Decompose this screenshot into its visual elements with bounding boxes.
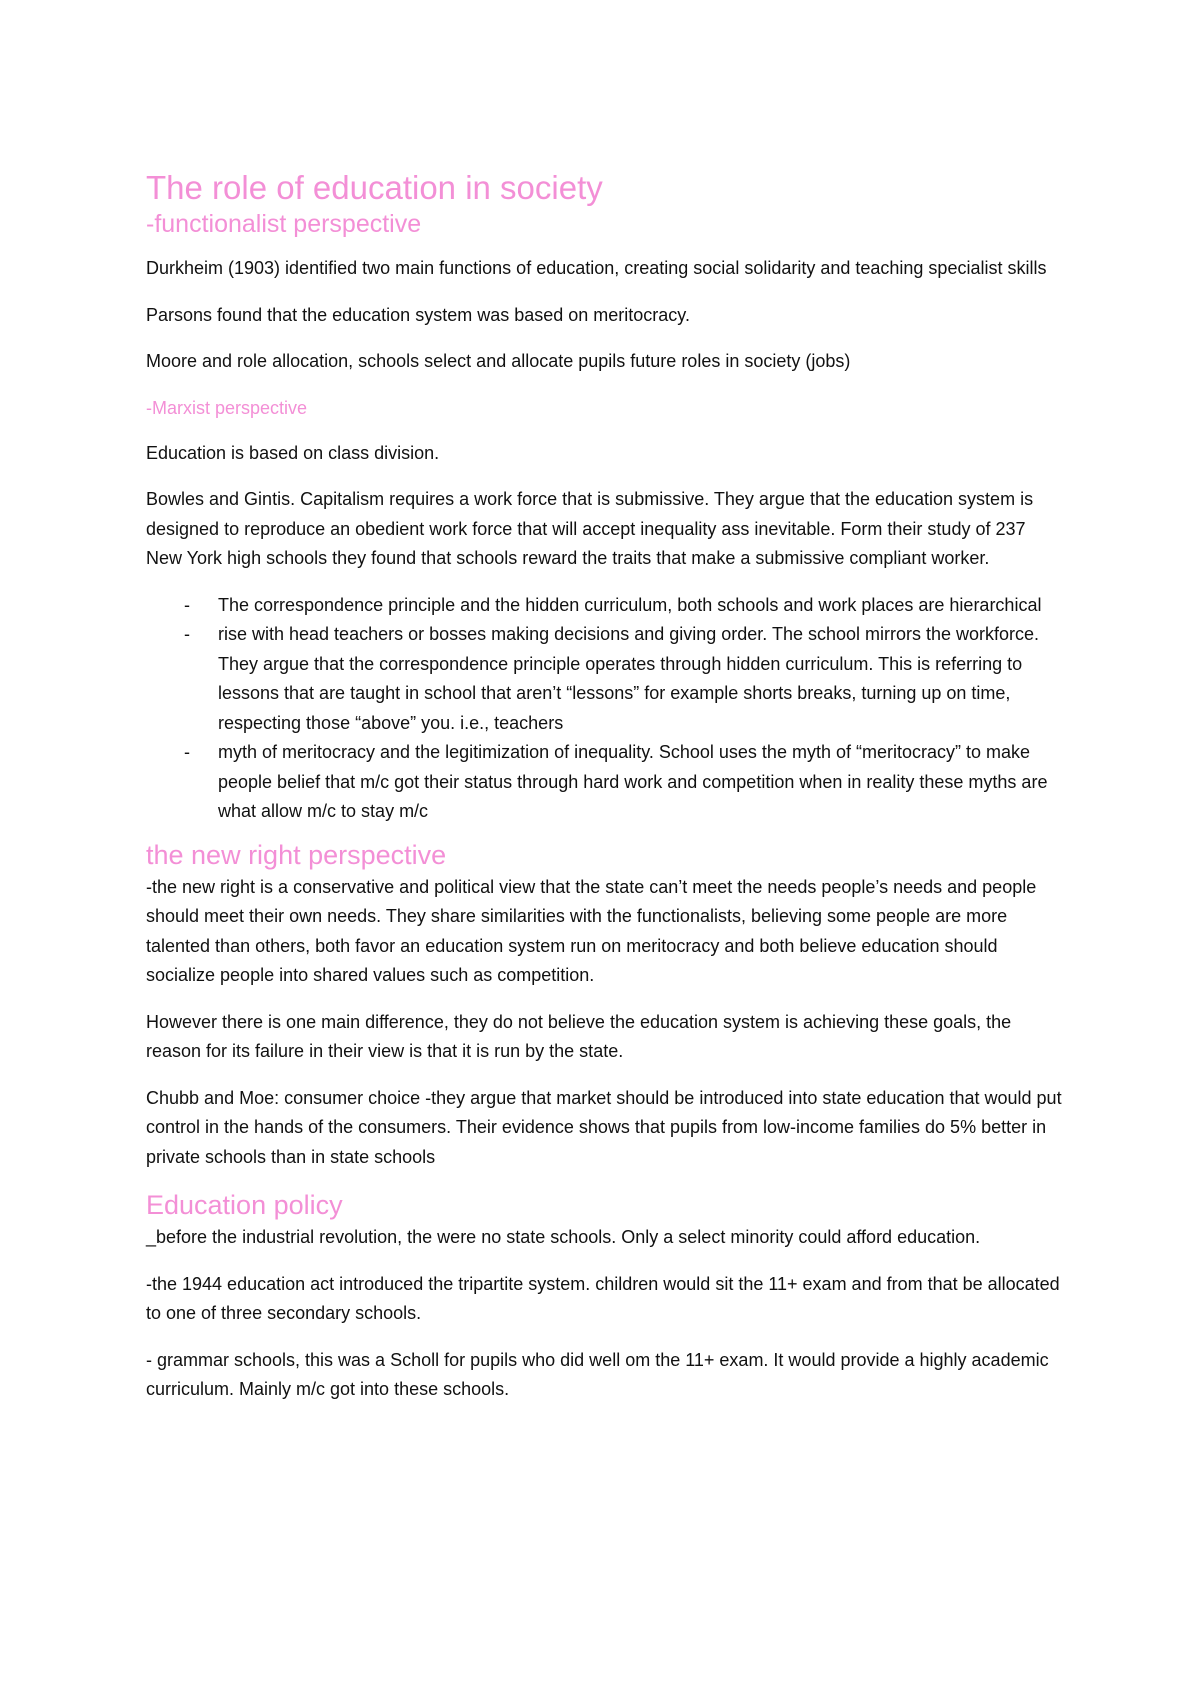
list-item: [146, 620, 1066, 738]
list-item-text: myth of meritocracy and the legitimization of inequality. School uses the myth of “meritocracy” to make people belief that m/c got their status through hard work and competition when in reality these myths are what allow m/c to stay m/c: [218, 742, 1048, 821]
list-item-text: The correspondence principle and the hidden curriculum, both schools and work places are hierarchical: [218, 594, 1042, 615]
list-item: [146, 591, 1066, 621]
paragraph-durkheim: Durkheim (1903) identified two main functions of education, creating social solidarity and teaching specialist skills: [146, 258, 1047, 278]
paragraph-class-division: Education is based on class division.: [146, 442, 440, 463]
bullet-marker: -: [184, 594, 190, 615]
paragraph-moore: Moore and role allocation, schools select and allocate pupils future roles in society (jobs): [146, 351, 851, 371]
section-heading-new-right: the new right perspective: [146, 839, 447, 870]
paragraph-parsons: Parsons found that the education system was based on meritocracy.: [146, 304, 690, 325]
paragraph-1944-act: -the 1944 education act introduced the tripartite system. children would sit the 11+ exam and from that be allocated to one of three secondary schools.: [146, 1273, 1060, 1323]
paragraph-new-right-difference: However there is one main difference, they do not believe the education system is achieving these goals, the reason for its failure in their view is that it is run by the state.: [146, 1011, 1012, 1061]
section-heading-education-policy: Education policy: [146, 1190, 343, 1220]
list-item: [146, 738, 1066, 827]
paragraph-grammar-schools: - grammar schools, this was a Scholl for pupils who did well om the 11+ exam. It would provide a highly academic curriculum. Mainly m/c got into these schools.: [146, 1349, 1049, 1399]
section-subtitle-marxist: -Marxist perspective: [146, 397, 308, 418]
paragraph-chubb-moe: Chubb and Moe: consumer choice -they argue that market should be introduced into state education that would put control in the hands of the consumers. Their evidence shows that pupils from low-income families do 5% better in private schools than in state schools: [146, 1087, 1062, 1167]
section-subtitle-functionalist: -functionalist perspective: [146, 210, 422, 238]
paragraph-new-right-intro: -the new right is a conservative and political view that the state can’t meet the needs people’s needs and people should meet their own needs. They share similarities with the functionalists, believing some people are more talented than others, both favor an education system run on meritocracy and both believe education should socialize people into shared values such as competition.: [146, 876, 1037, 985]
bullet-marker: -: [184, 742, 190, 762]
page-title: The role of education in society: [146, 169, 603, 206]
paragraph-bowles-gintis: Bowles and Gintis. Capitalism requires a work force that is submissive. They argue that the education system is designed to reproduce an obedient work force that will accept inequality ass inevitable. Form their study of 237 New York high schools they found that schools reward the traits that make a submissive compliant worker.: [146, 489, 1034, 568]
bullet-list: [146, 591, 1066, 827]
paragraph-industrial-revolution: _before the industrial revolution, the were no state schools. Only a select minority could afford education.: [146, 1227, 981, 1247]
bullet-marker: -: [184, 624, 190, 644]
list-item-text: rise with head teachers or bosses making decisions and giving order. The school mirrors the workforce. They argue that the correspondence principle operates through hidden curriculum. This is referring to lessons that are taught in school that aren’t “lessons” for example shorts breaks, turning up on time, respecting those “above” you. i.e., teachers: [218, 624, 1040, 733]
document-body: [146, 168, 1066, 1405]
